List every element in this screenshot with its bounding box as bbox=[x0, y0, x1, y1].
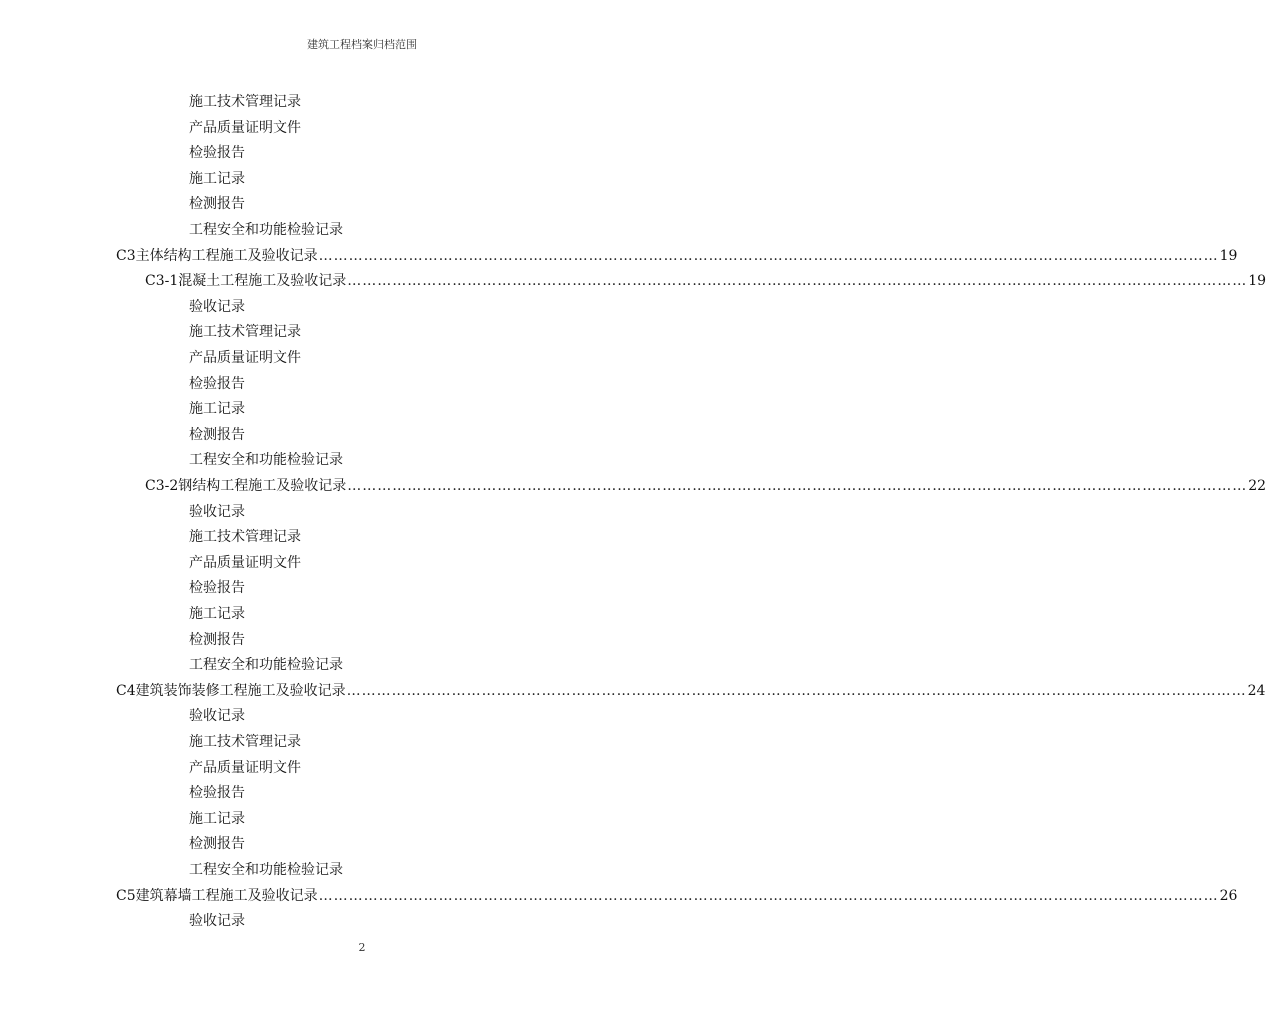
toc-subitem: 施工技术管理记录 bbox=[189, 734, 301, 750]
toc-code: C3 bbox=[116, 247, 136, 264]
toc-subitem: 检验报告 bbox=[189, 375, 245, 392]
toc-leader-dots: ……………………………………………………………………………………………………………………………………………………………… bbox=[346, 682, 1247, 699]
toc-code: C3-2 bbox=[145, 478, 179, 494]
toc-page-number: 24 bbox=[1247, 682, 1266, 699]
toc-subitem: 检测报告 bbox=[189, 836, 245, 853]
toc-subitem: 施工记录 bbox=[189, 401, 245, 418]
toc-title: 混凝土工程施工及验收记录 bbox=[178, 273, 347, 290]
toc-subitem: 验收记录 bbox=[189, 503, 245, 520]
toc-code: C5 bbox=[116, 887, 136, 904]
toc-subitem: 施工记录 bbox=[189, 170, 245, 187]
toc-subitem: 检测报告 bbox=[189, 426, 245, 443]
toc-subsection bbox=[145, 474, 1266, 500]
toc-subsection bbox=[145, 269, 1266, 295]
toc-subitem: 施工记录 bbox=[189, 810, 245, 827]
toc-title: 钢结构工程施工及验收记录 bbox=[178, 478, 347, 494]
toc-subitem: 检验报告 bbox=[189, 580, 245, 597]
page-header: 建筑工程档案归档范围 bbox=[307, 38, 417, 51]
toc-subitem: 产品质量证明文件 bbox=[189, 119, 301, 136]
toc-subitem: 施工技术管理记录 bbox=[189, 529, 301, 546]
toc-leader-dots: ……………………………………………………………………………………………………………………………………………………………… bbox=[347, 478, 1248, 494]
page-number: 2 bbox=[358, 941, 366, 954]
toc-code: C3-1 bbox=[145, 273, 179, 290]
toc-subitem: 施工技术管理记录 bbox=[189, 324, 301, 341]
toc-subitem: 产品质量证明文件 bbox=[189, 554, 301, 571]
toc-subitem: 检验报告 bbox=[189, 785, 245, 802]
toc-page-number: 26 bbox=[1219, 887, 1238, 904]
toc-section bbox=[116, 679, 1266, 705]
toc-subitem: 验收记录 bbox=[189, 913, 245, 930]
toc-subitem: 检测报告 bbox=[189, 631, 245, 648]
toc-subitem: 验收记录 bbox=[189, 708, 245, 725]
toc-subitem: 施工技术管理记录 bbox=[189, 94, 301, 110]
toc-subitem: 验收记录 bbox=[189, 298, 245, 315]
toc-page-number: 22 bbox=[1248, 478, 1266, 494]
toc-subitem: 检验报告 bbox=[189, 145, 245, 162]
toc-subitem: 产品质量证明文件 bbox=[189, 350, 301, 366]
toc-title: 主体结构工程施工及验收记录 bbox=[135, 247, 318, 264]
toc-subitem: 工程安全和功能检验记录 bbox=[189, 862, 343, 878]
toc-subitem: 工程安全和功能检验记录 bbox=[189, 657, 343, 674]
toc-title: 建筑幕墙工程施工及验收记录 bbox=[135, 887, 318, 904]
toc-subitem: 工程安全和功能检验记录 bbox=[189, 452, 343, 469]
toc-section bbox=[116, 244, 1238, 270]
toc-subitem: 检测报告 bbox=[189, 196, 245, 213]
toc-leader-dots: ……………………………………………………………………………………………………………………………………………………………… bbox=[347, 273, 1248, 290]
toc-subitem: 产品质量证明文件 bbox=[189, 759, 301, 776]
toc-page-number: 19 bbox=[1219, 247, 1238, 264]
toc-code: C4 bbox=[116, 682, 136, 699]
toc-section bbox=[116, 884, 1238, 910]
toc-leader-dots: ……………………………………………………………………………………………………………………………………………………………… bbox=[318, 887, 1219, 904]
toc-page-number: 19 bbox=[1248, 273, 1266, 290]
toc-leader-dots: ……………………………………………………………………………………………………………………………………………………………… bbox=[318, 247, 1219, 264]
toc-subitem: 施工记录 bbox=[189, 606, 245, 622]
toc-subitem: 工程安全和功能检验记录 bbox=[189, 222, 343, 238]
toc-title: 建筑装饰装修工程施工及验收记录 bbox=[135, 682, 346, 699]
